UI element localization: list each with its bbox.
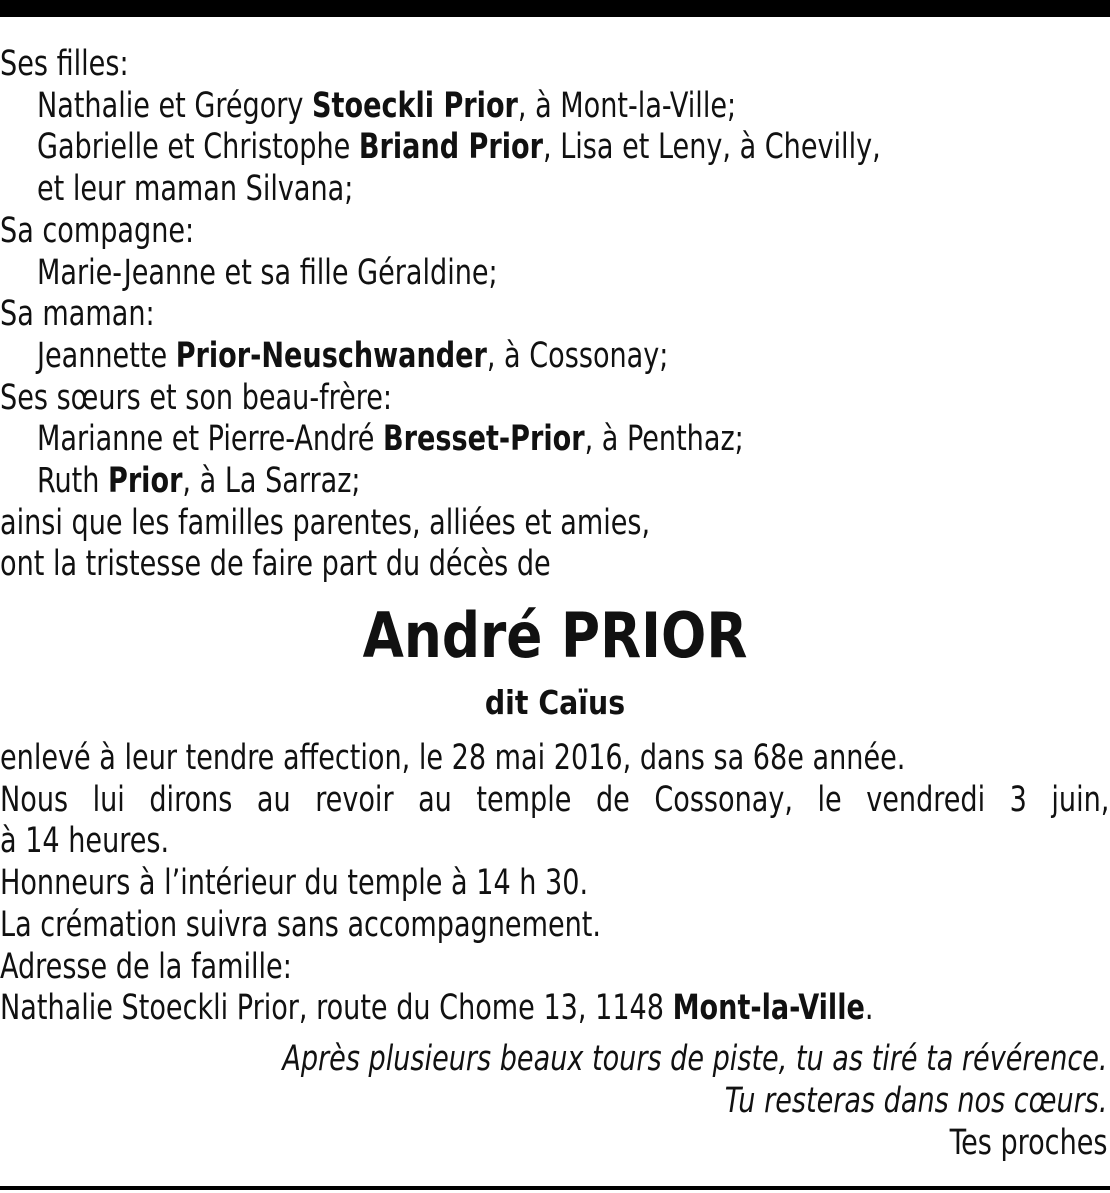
mother-label: Sa maman: xyxy=(0,294,155,335)
family-line: Jeannette Prior-Neuschwander, à Cossonay; xyxy=(36,335,669,376)
closing-block xyxy=(148,1038,1108,1164)
family-line: et leur maman Silvana; xyxy=(36,169,354,210)
detail-line: enlevé à leur tendre affection, le 28 mai 2016, dans sa 68e année. xyxy=(0,738,906,778)
detail-line-justified: Nous lui dirons au revoir au temple de Cossonay, le vendredi 3 juin, xyxy=(0,779,1110,820)
sisters-label: Ses sœurs et son beau-frère: xyxy=(0,377,393,418)
address-line: Nathalie Stoeckli Prior, route du Chome 13, 1148 Mont-la-Ville. xyxy=(0,988,874,1029)
bottom-rule xyxy=(0,1186,1110,1190)
family-line: Marie-Jeanne et sa fille Géraldine; xyxy=(36,252,498,293)
family-surname: Prior xyxy=(107,461,183,502)
address-town: Mont-la-Ville xyxy=(672,988,865,1029)
family-line: Ruth Prior, à La Sarraz; xyxy=(36,461,361,502)
detail-line: à 14 heures. xyxy=(0,821,170,862)
closing-quote-line: Après plusieurs beaux tours de piste, tu as tiré ta révérence. xyxy=(282,1039,1108,1079)
closing-quote-line: Tu resteras dans nos cœurs. xyxy=(725,1081,1108,1121)
families-line: ainsi que les familles parentes, alliées et amies, xyxy=(0,502,651,543)
daughters-label: Ses filles: xyxy=(0,44,129,84)
family-line: Marianne et Pierre-André Bresset-Prior, à Penthaz; xyxy=(36,419,744,460)
address-label: Adresse de la famille: xyxy=(0,946,292,987)
detail-line: La crémation suivra sans accompagnement. xyxy=(0,904,602,945)
companion-label: Sa compagne: xyxy=(0,210,195,251)
deceased-nickname: dit Caïus xyxy=(484,683,626,722)
family-line: Gabrielle et Christophe Briand Prior, Lisa et Leny, à Chevilly, xyxy=(36,127,881,168)
top-rule xyxy=(0,0,1110,17)
family-line: Nathalie et Grégory Stoeckli Prior, à Mont-la-Ville; xyxy=(36,85,737,126)
family-surname: Briand Prior xyxy=(358,127,543,168)
deceased-name: André PRIOR xyxy=(362,599,748,672)
signature: Tes proches xyxy=(950,1123,1108,1163)
family-surname: Stoeckli Prior xyxy=(312,85,518,126)
detail-line: Honneurs à l’intérieur du temple à 14 h 30. xyxy=(0,863,589,904)
details-block xyxy=(0,738,1110,1030)
family-surname: Bresset-Prior xyxy=(382,419,585,460)
family-list xyxy=(0,44,1110,586)
family-surname: Prior-Neuschwander xyxy=(175,335,487,376)
announcement-line: ont la tristesse de faire part du décès de xyxy=(0,544,551,585)
